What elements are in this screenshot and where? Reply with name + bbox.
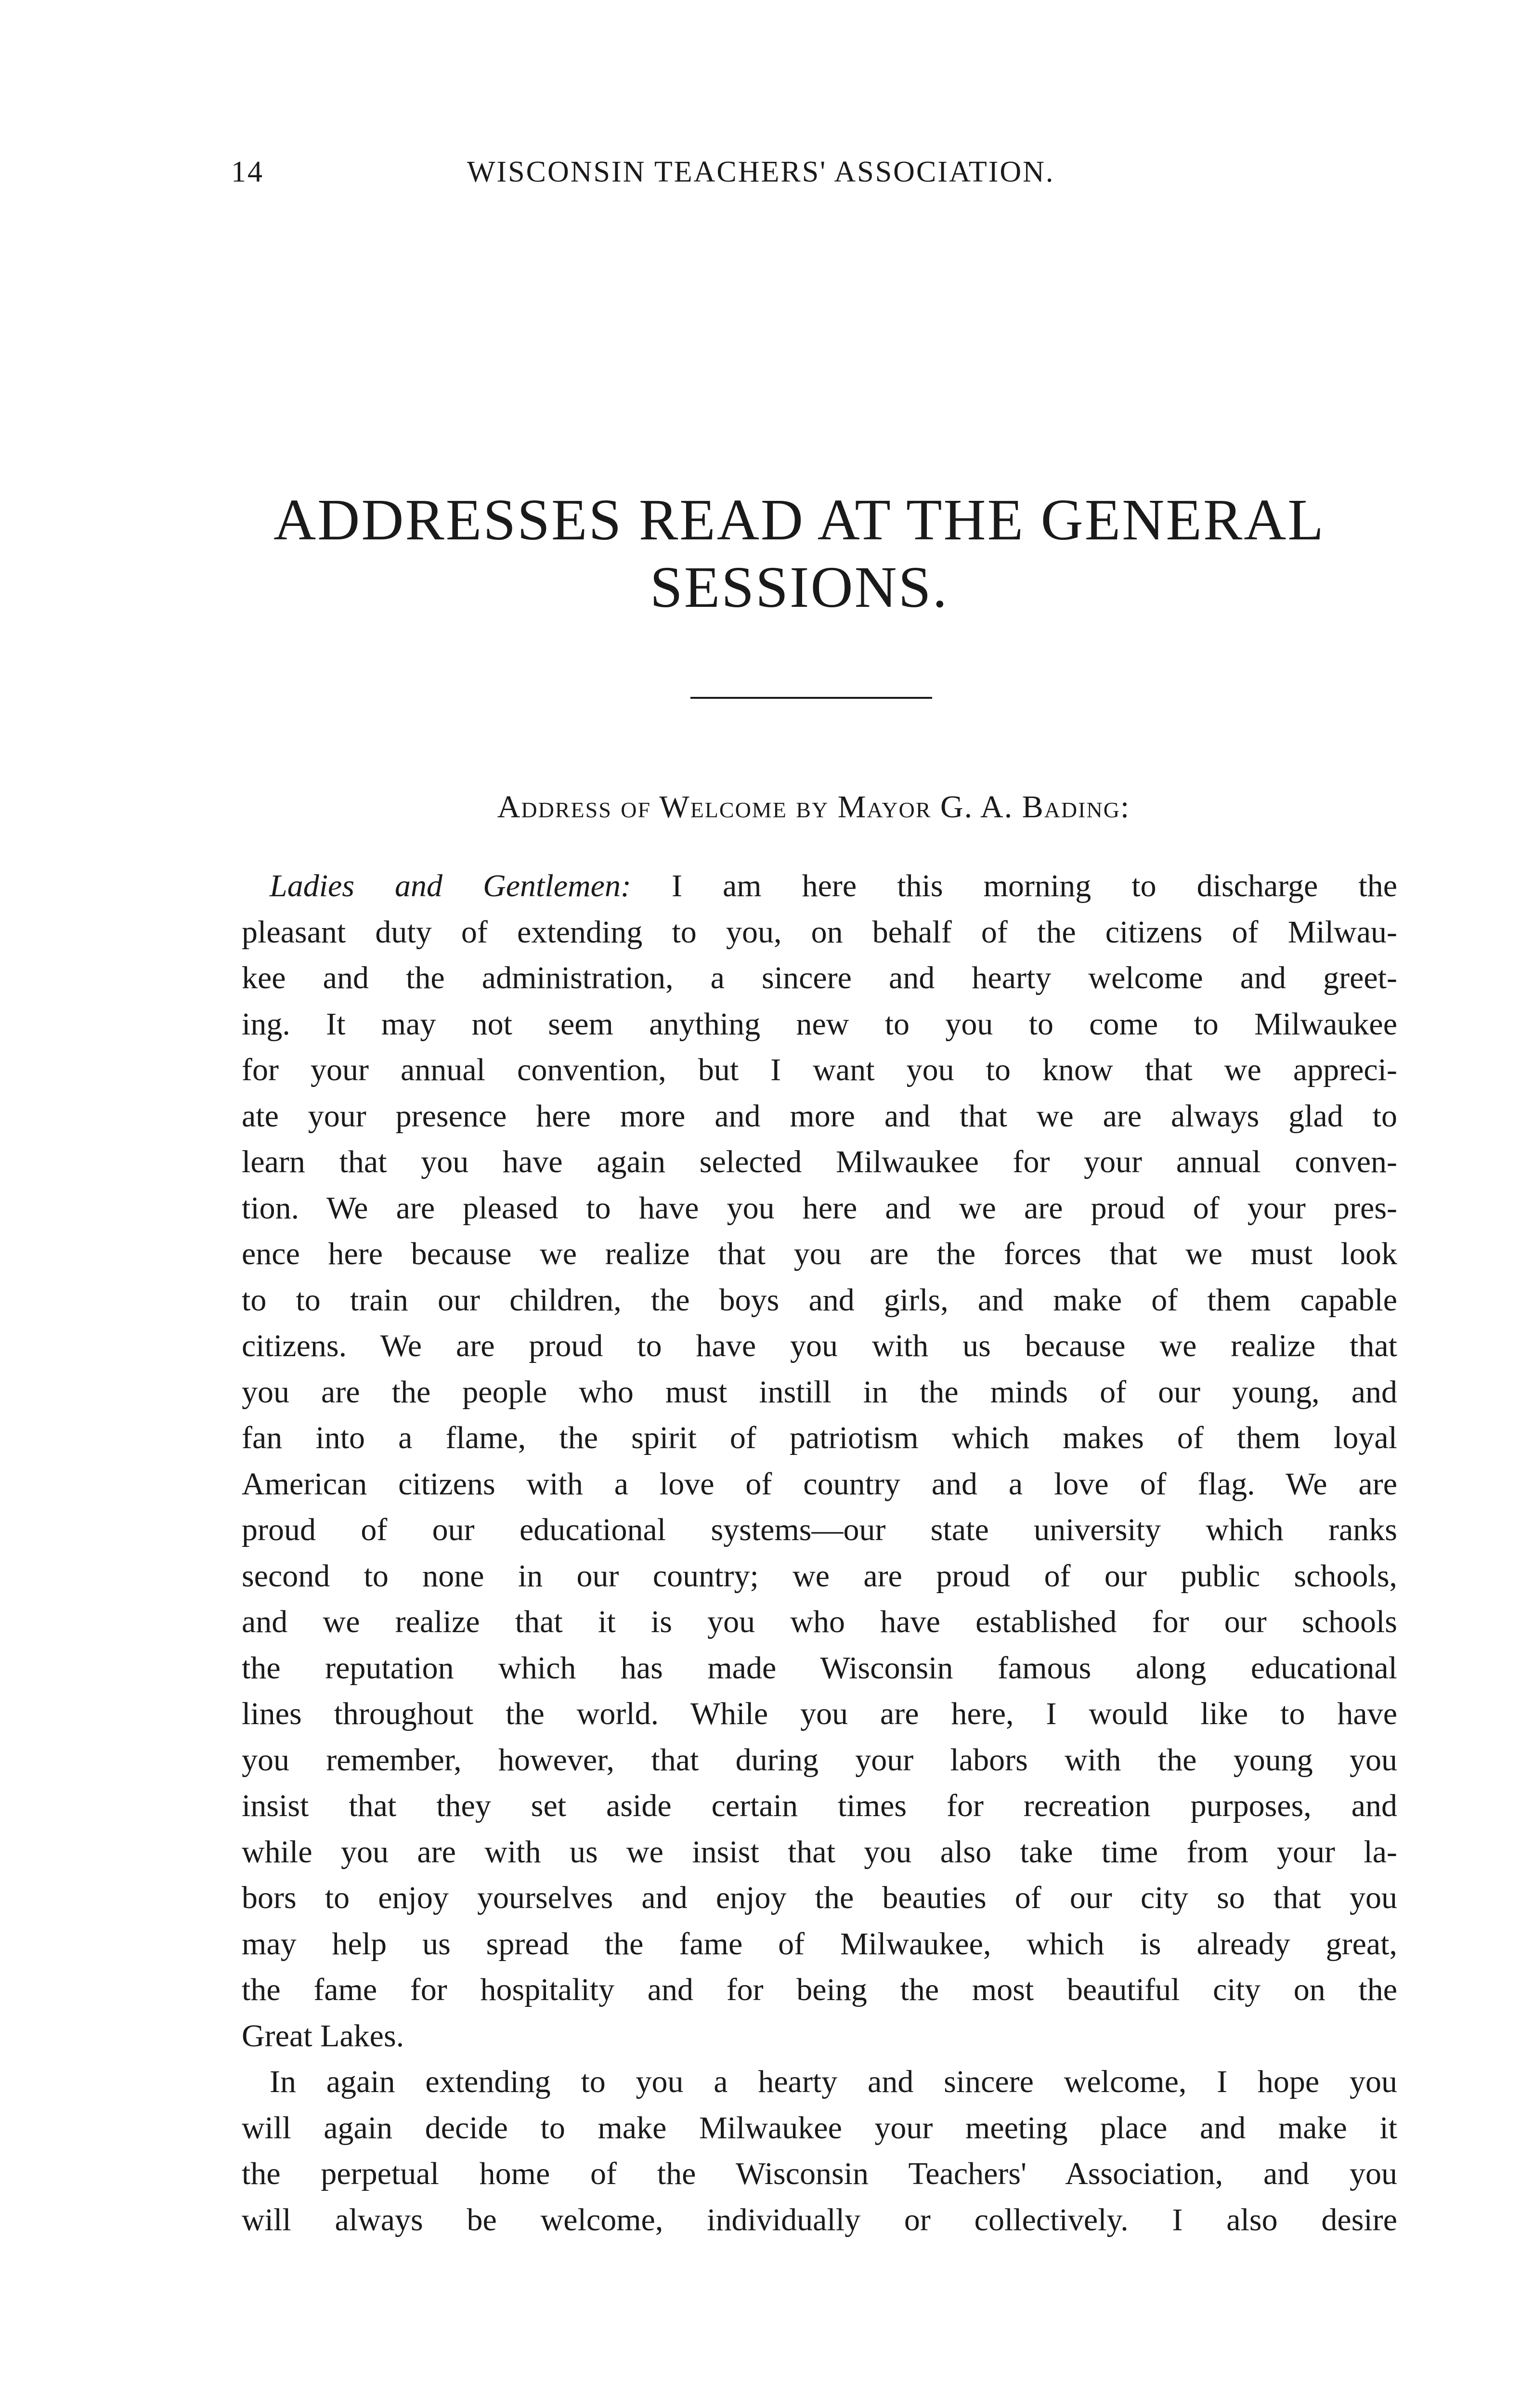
text-line: proud of our educational systems—our state university which ranks [242, 1512, 1397, 1547]
greeting: Ladies and Gentlemen: [270, 868, 631, 903]
text-line: ing. It may not seem anything new to you to come to Milwaukee [242, 1006, 1397, 1042]
page-title-line-2: SESSIONS. [650, 555, 949, 620]
text-line: ence here because we realize that you are the forces that we must look [242, 1236, 1397, 1271]
text-line: the perpetual home of the Wisconsin Teachers' Association, and you [242, 2156, 1397, 2191]
text-line: to to train our children, the boys and girls, and make of them capable [242, 1282, 1397, 1318]
text-line: second to none in our country; we are proud of our public schools, [242, 1558, 1397, 1594]
text-line: Great Lakes. [242, 2018, 404, 2054]
body-text [242, 863, 1397, 2243]
text-line: insist that they set aside certain times for recreation purposes, and [242, 1788, 1397, 1823]
running-head [231, 155, 1261, 194]
page-title-line-1: ADDRESSES READ AT THE GENERAL [273, 487, 1325, 552]
text-line: will always be welcome, individually or collectively. I also desire [242, 2202, 1397, 2238]
page-number: 14 [231, 156, 264, 188]
text-line: and we realize that it is you who have established for our schools [242, 1604, 1397, 1639]
page-title [270, 486, 1329, 621]
text-line: you are the people who must instill in the minds of our young, and [242, 1374, 1397, 1410]
text-line: citizens. We are proud to have you with us because we realize that [242, 1328, 1397, 1363]
text-line: the fame for hospitality and for being the most beautiful city on the [242, 1972, 1397, 2007]
running-title: WISCONSIN TEACHERS' ASSOCIATION. [467, 156, 1055, 188]
text-line: ate your presence here more and more and that we are always glad to [242, 1098, 1397, 1134]
text-line: tion. We are pleased to have you here and we are proud of your pres- [242, 1190, 1397, 1226]
text-line: for your annual convention, but I want you to know that we appreci- [242, 1052, 1397, 1087]
text-line: kee and the administration, a sincere and hearty welcome and greet- [242, 960, 1397, 995]
text-line: will again decide to make Milwaukee your meeting place and make it [242, 2110, 1397, 2146]
title-divider [690, 697, 932, 699]
text-line: the reputation which has made Wisconsin famous along educational [242, 1650, 1397, 1686]
text-line: bors to enjoy yourselves and enjoy the beauties of our city so that you [242, 1880, 1397, 1915]
section-heading: Address of Welcome by Mayor G. A. Bading: [497, 789, 1130, 824]
greeting-rest: I am here this morning to discharge the [631, 868, 1397, 903]
paragraph-2-line-1: In again extending to you a hearty and sincere welcome, I hope you [270, 2064, 1397, 2099]
text-line: fan into a flame, the spirit of patriotism which makes of them loyal [242, 1420, 1397, 1455]
text-line: while you are with us we insist that you also take time from your la- [242, 1834, 1397, 1870]
text-line: may help us spread the fame of Milwaukee, which is already great, [242, 1926, 1397, 1962]
text-line: you remember, however, that during your labors with the young you [242, 1742, 1397, 1778]
text-line: pleasant duty of extending to you, on behalf of the citizens of Milwau- [242, 914, 1397, 950]
text-line: learn that you have again selected Milwaukee for your annual conven- [242, 1144, 1397, 1179]
text-line: lines throughout the world. While you are here, I would like to have [242, 1696, 1397, 1731]
text-line: American citizens with a love of country and a love of flag. We are [242, 1466, 1397, 1502]
paragraph-1-line-1 [242, 863, 1397, 909]
